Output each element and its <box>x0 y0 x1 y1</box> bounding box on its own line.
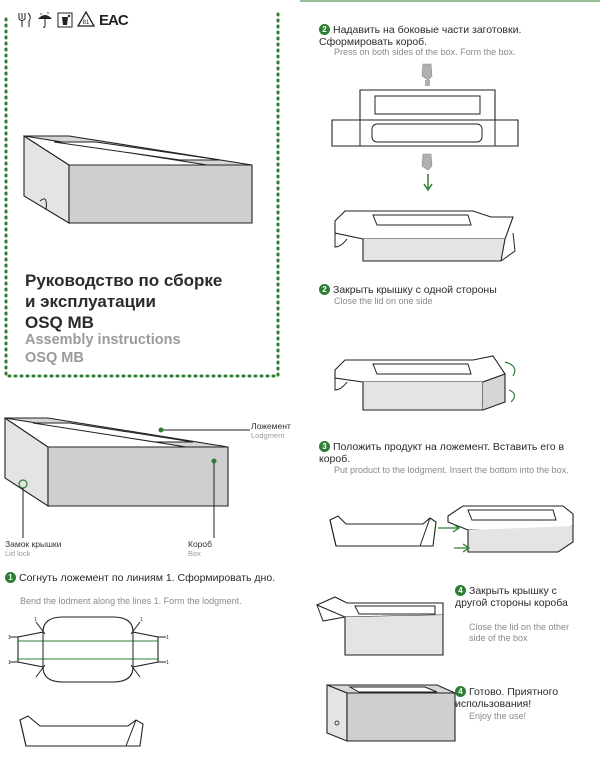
top-border-line <box>300 0 600 4</box>
step-4a-text: 4 Закрыть крышку с другой стороны короба <box>455 585 568 609</box>
svg-text:1: 1 <box>166 660 169 666</box>
step-number-badge: 1 <box>5 572 16 583</box>
lid-lock-label: Замок крышки <box>5 539 62 549</box>
svg-text:81: 81 <box>82 20 90 26</box>
press-hand-top-icon <box>418 62 438 88</box>
close-lid-one-side-illustration <box>333 352 528 417</box>
step-number-badge: 4 <box>455 585 466 596</box>
cover-title-ru-line1: Руководство по сборке <box>25 271 223 290</box>
flat-box-illustration <box>330 88 520 153</box>
close-lid-other-side-illustration <box>315 595 455 660</box>
box-label-en: Box <box>188 549 201 558</box>
step-1-text: 1 Согнуть ложемент по линиям 1. Сформировать дно. <box>5 572 285 584</box>
step-number-badge: 2 <box>319 24 330 35</box>
svg-text:1: 1 <box>140 617 143 623</box>
step-3-text: 3 Положить продукт на ложемент. Вставить его в короб. <box>319 441 565 465</box>
step-2b-text-en: Close the lid on one side <box>334 296 433 306</box>
lodgment-label: Ложемент <box>251 421 291 431</box>
step-1-text-en: Bend the lodment along the lines 1. Form the lodgment. <box>20 596 242 606</box>
step-number-badge: 4 <box>455 686 466 697</box>
cover-box-illustration <box>24 128 254 228</box>
keep-dry-icon <box>37 12 53 28</box>
lid-lock-label-en: Lid lock <box>5 549 31 558</box>
step-2a-text-en: Press on both sides of the box. Form the box. <box>334 47 516 57</box>
eac-mark-icon: EAC <box>99 12 128 29</box>
press-hand-bottom-icon <box>418 152 438 194</box>
food-safe-icon <box>17 12 33 28</box>
cover-title-en-line2: OSQ MB <box>25 350 84 366</box>
step-4b-text-en: Enjoy the use! <box>469 711 527 721</box>
box-label: Короб <box>188 539 213 549</box>
step-number-badge: 2 <box>319 284 330 295</box>
svg-text:1: 1 <box>8 660 11 666</box>
step-3-text-en: Put product to the lodgment. Insert the bottom into the box. <box>334 465 569 475</box>
cover-title-en-line1: Assembly instructions <box>25 332 181 348</box>
step-number-badge: 3 <box>319 441 330 452</box>
certification-icons <box>17 10 137 32</box>
step-2b-text: 2 Закрыть крышку с одной стороны <box>319 284 589 296</box>
finished-box-illustration <box>325 683 460 743</box>
formed-box-illustration <box>333 203 523 263</box>
step-4b-text: 4 Готово. Приятного использования! <box>455 686 559 710</box>
svg-text:1: 1 <box>8 635 11 641</box>
lodgment-blank-illustration <box>8 612 183 687</box>
cover-title-ru-line3: OSQ MB <box>25 313 94 332</box>
lodgment-folded-illustration <box>18 712 148 752</box>
recycle-81-icon <box>77 11 95 29</box>
step-2a-text: 2 Надавить на боковые части заготовки. Сформировать короб. <box>319 24 522 48</box>
cover-title-ru-line2: и эксплуатации <box>25 292 156 311</box>
dispose-bin-icon <box>57 12 73 28</box>
step-4a-text-en: Close the lid on the other side of the box <box>469 622 570 643</box>
svg-text:1: 1 <box>166 635 169 641</box>
lodgment-label-en: Lodgment <box>251 431 285 440</box>
svg-text:1: 1 <box>34 617 37 623</box>
insert-lodgment-illustration <box>328 500 583 560</box>
